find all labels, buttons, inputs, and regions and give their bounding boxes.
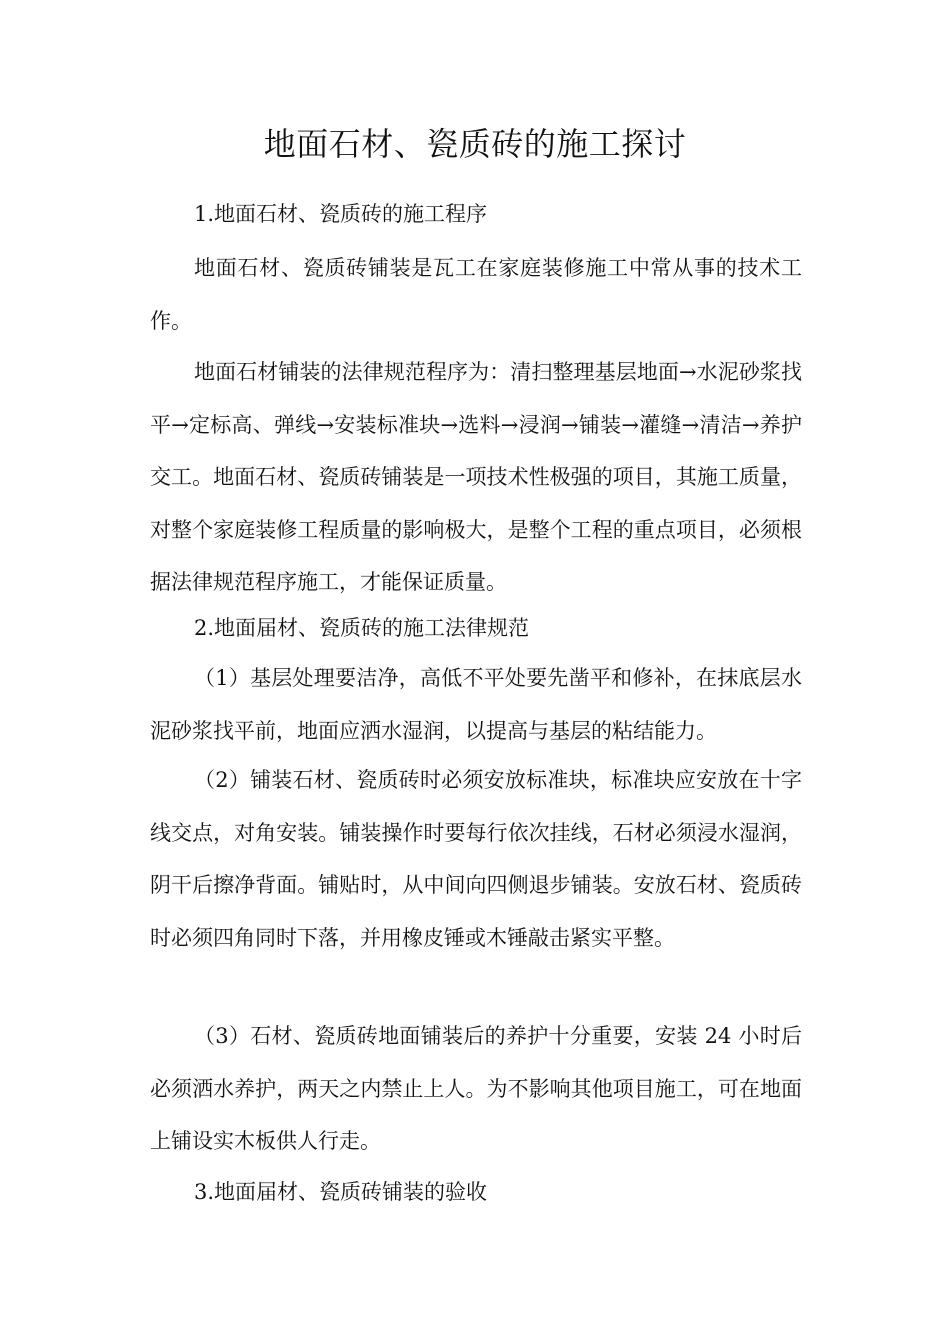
section-2-heading: 2.地面届材、瓷质砖的施工法律规范 [194, 616, 530, 640]
paragraph-2: 地面石材铺装的法律规范程序为：清扫整理基层地面→水泥砂浆找平→定标高、弹线→安装标准块→选料→浸润→铺装→灌缝→清洁→养护交工。地面石材、瓷质砖铺装是一项技术性极强的项目，其施工质量，对整个家庭装修工程质量的影响极大，是整个工程的重点项目，必须根据法律规范程序施工，才能保证质量。 [150, 360, 802, 594]
paragraph-5: （3）石材、瓷质砖地面铺装后的养护十分重要，安装 24 小时后必须洒水养护，两天之内禁止上人。为不影响其他项目施工，可在地面上铺设实木板供人行走。 [150, 1024, 802, 1153]
section-3-heading: 3.地面届材、瓷质砖铺装的验收 [194, 1180, 488, 1204]
paragraph-4: （2）铺装石材、瓷质砖时必须安放标准块，标准块应安放在十字线交点，对角安装。铺装操作时要每行依次挂线，石材必须浸水湿润，阴干后擦净背面。铺贴时，从中间向四侧退步铺装。安放石材、瓷质砖时必须四角同时下落，并用橡皮锤或木锤敲击紧实平整。 [150, 768, 802, 950]
section-1-heading: 1.地面石材、瓷质砖的施工程序 [194, 202, 488, 226]
paragraph-1: 地面石材、瓷质砖铺装是瓦工在家庭装修施工中常从事的技术工作。 [150, 256, 802, 333]
paragraph-3: （1）基层处理要洁净，高低不平处要先凿平和修补，在抹底层水泥砂浆找平前，地面应洒水湿润，以提高与基层的粘结能力。 [150, 666, 802, 743]
document-title: 地面石材、瓷质砖的施工探讨 [263, 125, 687, 163]
